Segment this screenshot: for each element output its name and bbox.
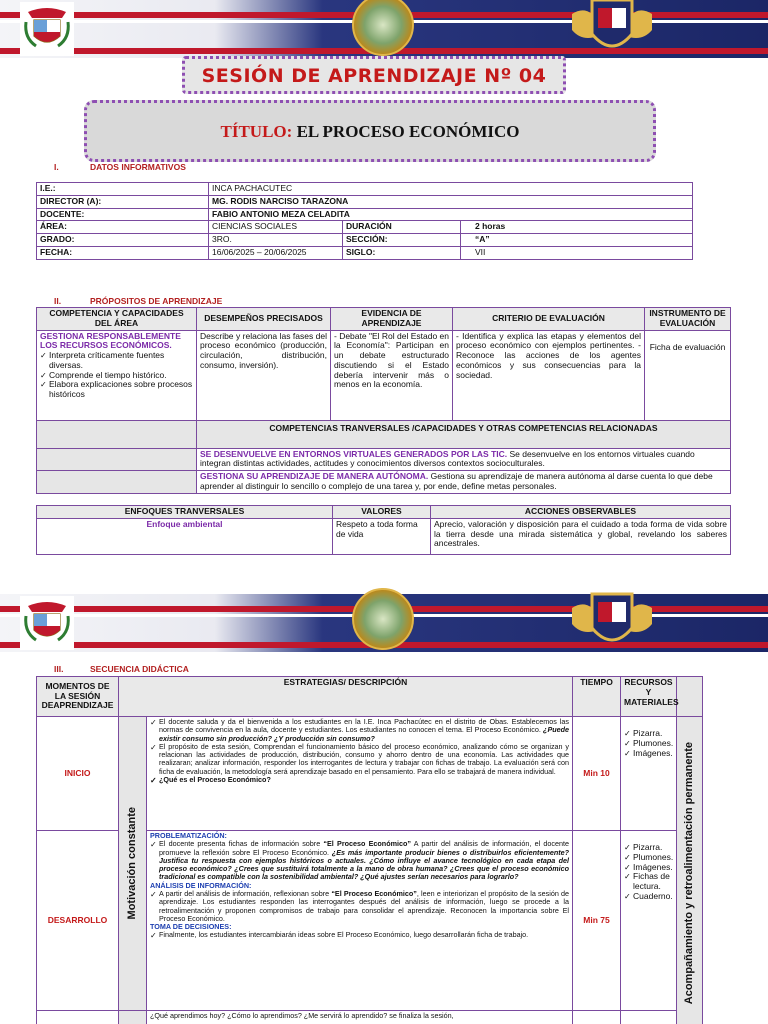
secuencia-table (36, 676, 703, 1024)
column-header: EVIDENCIA DE APRENDIZAJE (331, 308, 453, 331)
label-cell: GRADO: (37, 234, 209, 247)
section-heading: III. SECUENCIA DIDÁCTICA (54, 664, 189, 674)
value-cell: FABIO ANTONIO MEZA CELADITA (209, 208, 693, 221)
value-cell: CIENCIAS SOCIALES (209, 221, 343, 234)
table-row (37, 183, 693, 196)
column-header: COMPETENCIA Y CAPACIDADES DEL ÁREA (37, 308, 197, 331)
problematizacion-title: PROBLEMATIZACIÓN: (150, 831, 227, 840)
column-header: DESEMPEÑOS PRECISADOS (197, 308, 331, 331)
list-item: ✓ Imágenes. (624, 749, 673, 759)
table-row (37, 518, 731, 554)
column-header: TIEMPO (573, 677, 621, 717)
table-header-row (37, 308, 731, 331)
column-header: INSTRUMENTO DE EVALUACIÓN (645, 308, 731, 331)
criterio-cell: - Identifica y explica las etapas y elementos del proceso económico con ejemplos pertinentes. -Reconoce las acciones de los agentes económicos y sus consecuencias para la sociedad. (453, 330, 645, 420)
motivacion-cell (119, 717, 147, 1011)
value-cell: 3RO. (209, 234, 343, 247)
session-title-box (182, 56, 566, 94)
list-item: ✓ Comprende el tiempo histórico. (40, 371, 193, 381)
list-item: ✓ Pizarra. (624, 729, 673, 739)
table-row (37, 195, 693, 208)
table-row (37, 1011, 703, 1024)
school-shield-icon (568, 0, 656, 60)
table-row (37, 234, 693, 247)
column-header: VALORES (333, 506, 431, 519)
label-cell: SIGLO: (343, 246, 461, 259)
evidencia-cell: - Debate "El Rol del Estado en la Economía": Participan en un debate estructurado discutiendo si el Estado debería intervenir más o menos en la economía. (331, 330, 453, 420)
desarrollo-strategies (147, 831, 573, 1011)
table-row (37, 448, 731, 471)
blank-cell (37, 471, 197, 494)
blank-cell (37, 448, 197, 471)
toma-decisiones-title: TOMA DE DECISIONES: (150, 922, 232, 932)
value-cell: MG. RODIS NARCISO TARAZONA (209, 195, 693, 208)
list-item: ✓ Plumones. (624, 853, 673, 863)
motivacion-label: Motivación constante (126, 807, 139, 920)
list-item: ✓ El docente saluda y da el bienvenida a los estudiantes en la I.E. Inca Pachacútec en el distrito de Obas. Establecemos las normas de convivencia en la aula, docente y estudiantes. Los estudiantes no conocen el tema. El Proceso Económico. ¿Puede existir consumo sin producción? ¿Y producción sin consumo? (150, 718, 569, 743)
label-cell: ÁREA: (37, 221, 209, 234)
blank-cell (119, 1011, 147, 1024)
section-heading: II. PRÓPOSITOS DE APRENDIZAJE (54, 296, 223, 306)
list-item: ✓ Interpreta críticamente fuentes diversas. (40, 351, 193, 371)
table-row (37, 420, 731, 448)
table-row (37, 471, 731, 494)
list-item: ✓ Elabora explicaciones sobre procesos históricos (40, 380, 193, 400)
label-cell: DOCENTE: (37, 208, 209, 221)
recursos-cell (621, 1011, 677, 1024)
column-header: ENFOQUES TRANVERSALES (37, 506, 333, 519)
table-row (37, 208, 693, 221)
list-item: ✓ Finalmente, los estudiantes intercambiarán ideas sobre El Proceso Económico, luego desarrollarán ficha de trabajo. (150, 931, 569, 939)
table-row (37, 221, 693, 234)
tiempo-cell: Min 75 (573, 831, 621, 1011)
tiempo-cell: Min 10 (573, 717, 621, 831)
label-cell: SECCIÓN: (343, 234, 461, 247)
autonoma-cell: GESTIONA SU APRENDIZAJE DE MANERA AUTÓNOMA. Gestiona su aprendizaje de manera autónoma al darse cuenta lo que debe aprender al distinguir lo sencillo o complejo de una tarea y, por ende, define metas personales. (197, 471, 731, 494)
inicio-strategies (147, 717, 573, 831)
list-item: ✓ A partir del análisis de información, reflexionan sobre “El Proceso Económico”, leen e interiorizan el propósito de la sesión de aprendizaje. Los estudiantes responden las interrogantes después del análisis de información, luego se procede a la retroalimentación y proponen compromisos de trabajo para consolidar el aprendizaje. Reconocen la importancia sobre El Proceso Económico. (150, 890, 569, 923)
list-item: ✓ Plumones. (624, 739, 673, 749)
school-crest-icon (352, 588, 414, 650)
table-row (37, 717, 703, 831)
label-cell: DIRECTOR (A): (37, 195, 209, 208)
column-header: RECURSOS Y MATERIALES (621, 677, 677, 717)
capacidades-list (40, 351, 193, 400)
moment-desarrollo: DESARROLLO (37, 831, 119, 1011)
analisis-title: ANÁLISIS DE INFORMACIÓN: (150, 880, 252, 890)
column-header: ACCIONES OBSERVABLES (431, 506, 731, 519)
desempeno-cell: Describe y relaciona las fases del proceso económico (producción, circulación, distribución, consumo, inversión). (197, 330, 331, 420)
school-shield-icon (568, 590, 656, 654)
table-header-row (37, 677, 703, 717)
recursos-cell (621, 717, 677, 831)
blank-cell (37, 420, 197, 448)
label-cell: I.E.: (37, 183, 209, 196)
competencia-cell (37, 330, 197, 420)
moment-inicio: INICIO (37, 717, 119, 831)
tic-cell: SE DESENVUELVE EN ENTORNOS VIRTUALES GENERADOS POR LAS TIC. Se desenvuelve en los entornos virtuales cuando integran distintas actividades, actitudes y conocimientos diversos contextos socioculturales. (197, 448, 731, 471)
peru-coat-of-arms-icon (20, 596, 74, 650)
value-cell: VII (461, 246, 693, 259)
value-cell: “A” (461, 234, 693, 247)
section-heading: I. DATOS INFORMATIVOS (54, 162, 186, 172)
column-header: CRITERIO DE EVALUACIÓN (453, 308, 645, 331)
propositos-table (36, 307, 731, 494)
value-cell: 16/06/2025 – 20/06/2025 (209, 246, 343, 259)
cierre-strategies: ¿Qué aprendimos hoy? ¿Cómo lo aprendimos? ¿Me servirá lo aprendido? se finaliza la sesión, (147, 1011, 573, 1024)
instrumento-cell: Ficha de evaluación (645, 330, 731, 420)
session-title: SESIÓN DE APRENDIZAJE Nº 04 (201, 65, 547, 87)
label-cell: FECHA: (37, 246, 209, 259)
peru-coat-of-arms-icon (20, 2, 74, 56)
list-item: ✓ Pizarra. (624, 843, 673, 853)
value-cell: INCA PACHACUTEC (209, 183, 693, 196)
column-header: ESTRATEGIAS/ DESCRIPCIÓN (119, 677, 573, 717)
moment-cierre (37, 1011, 119, 1024)
transversales-header: COMPETENCIAS TRANVERSALES /CAPACIDADES Y OTRAS COMPETENCIAS RELACIONADAS (197, 420, 731, 448)
list-item: ✓ Imágenes. (624, 863, 673, 873)
column-header: MOMENTOS DE LA SESIÓN DEAPRENDIZAJE (37, 677, 119, 717)
value-cell: 2 horas (461, 221, 693, 234)
topic-title-box (84, 100, 656, 162)
list-item: ✓ ¿Qué es el Proceso Económico? (150, 776, 569, 784)
table-row (37, 330, 731, 420)
tiempo-cell (573, 1011, 621, 1024)
enfoques-table (36, 505, 731, 555)
list-item: ✓ El propósito de esta sesión, Comprendan el funcionamiento básico del proceso económico, analizando cómo se organizan y relacionan las actividades de producción, distribución, consumo y ahorro dentro de una economía. Las actividades que realizaran; analizar información, responder los interrogantes de lectura y trabajar con fichas de trabajo. La evaluación será con ficha de evaluación, la metodología será aprendizaje basado en el pensamiento. Para ello se trabajará de manera individual. (150, 743, 569, 776)
list-item: ✓ Cuaderno. (624, 892, 673, 902)
recursos-cell (621, 831, 677, 1011)
table-header-row (37, 506, 731, 519)
blank-cell (677, 677, 703, 717)
list-item: ✓ Fichas de lectura. (624, 872, 673, 892)
enfoque-cell: Enfoque ambiental (37, 518, 333, 554)
accion-cell: Aprecio, valoración y disposición para el cuidado a toda forma de vida sobre la tierra desde una mirada sistemática y global, revelando los saberes ancestrales. (431, 518, 731, 554)
acompanamiento-cell (677, 717, 703, 1024)
datos-table (36, 182, 693, 260)
acompanamiento-label: Acompañamiento y retroalimentación permanente (683, 742, 696, 1005)
competencia-title: GESTIONA RESPONSABLEMENTE LOS RECURSOS ECONÓMICOS. (40, 330, 181, 351)
valor-cell: Respeto a toda forma de vida (333, 518, 431, 554)
label-cell: DURACIÓN (343, 221, 461, 234)
list-item: ✓ El docente presenta fichas de información sobre “El Proceso Económico” A partir del análisis de información, el docente promueve la reflexión sobre El Proceso Económico. ¿Es más importante producir bienes o distribuirlos eficientemente? Justifica tu respuesta con ejemplos históricos o actuales. ¿Cómo influye el avance tecnológico en cada etapa del proceso económico? ¿Crees que sustituirá totalmente a la mano de obra humana? ¿Crees que el proceso económico tradicional es compatible con la sostenibilidad ambiental? ¿Qué ajustes serían necesarios para lograrlo? (150, 840, 569, 881)
table-row (37, 246, 693, 259)
topic-title: TÍTULO: EL PROCESO ECONÓMICO (220, 122, 520, 141)
